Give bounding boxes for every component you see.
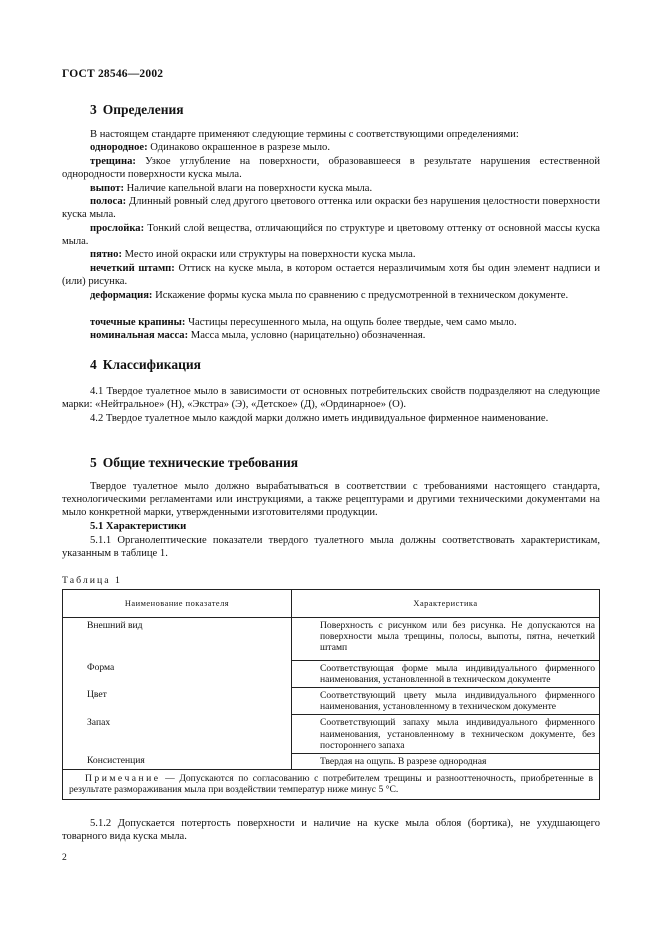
indicator-name: Запах (63, 715, 292, 754)
indicator-value: Соответствующий цвету мыла индивидуального фирменного наименования, установленному в техническом документе (292, 687, 600, 714)
requirements-paragraph: Твердое туалетное мыло должно вырабатываться в соответствии с требованиями настоящего стандарта, технологическими регламентами или инструкциями, а также рецептурами и другими техническими документами на мыло конкретной марки, утвержденными изготовителями продукции. (62, 481, 600, 518)
definition-item (62, 263, 600, 289)
definition-text: Частицы пересушенного мыла, на ощупь более твердые, чем само мыло. (188, 317, 517, 328)
indicator-name: Форма (63, 660, 292, 687)
definition-term: нечеткий штамп: (90, 263, 175, 274)
requirements-paragraph: 5.1.2 Допускается потертость поверхности и наличие на куске мыла облоя (бортика), не ухудшающего товарного вида куска мыла. (62, 818, 600, 842)
definition-item (62, 156, 600, 182)
definition-text: Место иной окраски или структуры на поверхности куска мыла. (124, 249, 416, 260)
section-title: Классификация (102, 357, 201, 372)
section-title: Определения (102, 102, 184, 117)
definition-text: Наличие капельной влаги на поверхности куска мыла. (126, 183, 373, 194)
definition-text: Оттиск на куске мыла, в котором остается неразличимым хотя бы один элемент надписи и (или) рисунка. (62, 263, 600, 287)
characteristics-table (62, 589, 600, 800)
definition-item (62, 196, 600, 222)
indicator-name: Цвет (63, 687, 292, 714)
indicator-value: Соответствующая форме мыла индивидуального фирменного наименования, установленной в техническом документе (292, 660, 600, 687)
definition-text: Искажение формы куска мыла по сравнению с предусмотренной в техническом документе. (155, 290, 569, 301)
classification-paragraph: 4.2 Твердое туалетное мыло каждой марки должно иметь индивидуальное фирменное наименование. (90, 413, 549, 424)
section-number: 5 (90, 455, 97, 470)
table-row (63, 687, 600, 714)
table-note (63, 770, 600, 799)
indicator-name: Внешний вид (63, 618, 292, 661)
definition-text: Масса мыла, условно (нарицательно) обозначенная. (190, 330, 426, 341)
table-row (63, 660, 600, 687)
table-row (63, 753, 600, 769)
definition-text: Тонкий слой вещества, отличающийся по структуре и цветовому оттенку от основной массы куска мыла. (62, 223, 601, 247)
definition-term: деформация: (90, 290, 153, 301)
standard-header: ГОСТ 28546—2002 (62, 68, 164, 80)
table-header-row (63, 590, 600, 618)
classification-paragraph: 4.1 Твердое туалетное мыло в зависимости от основных потребительских свойств подразделяют на следующие марки: «Нейтральное» (Н), «Экстра» (Э), «Детское» (Д), «Ординарное» (О). (62, 386, 600, 410)
definition-item (62, 183, 600, 196)
definition-item (62, 223, 600, 249)
definition-text: Узкое углубление на поверхности, образовавшееся в результате нарушения естественной однородности поверхности куска мыла. (62, 156, 600, 180)
definition-term: однородное: (90, 142, 148, 153)
definition-text: Одинаково окрашенное в разрезе мыло. (150, 142, 330, 153)
definition-text: Длинный ровный след другого цветового оттенка или окраски без нарушения целостности поверхности куска мыла. (62, 196, 600, 220)
table-row (63, 715, 600, 754)
subsection-heading: 5.1 Характеристики (90, 521, 187, 532)
section-number: 3 (90, 102, 97, 117)
indicator-name: Консистенция (63, 753, 292, 769)
indicator-value: Соответствующий запаху мыла индивидуального фирменного наименования, установленному в техническом документе, без постороннего запаха (292, 715, 600, 754)
definition-item (62, 317, 600, 330)
definition-item (62, 330, 600, 343)
definitions-intro: В настоящем стандарте применяют следующие термины с соответствующими определениями: (90, 129, 519, 140)
table-header-cell: Наименование показателя (63, 590, 292, 618)
table-caption: Таблица 1 (62, 575, 122, 586)
definition-term: прослойка: (90, 223, 145, 234)
definition-item (62, 249, 600, 262)
definition-term: пятно: (90, 249, 122, 260)
requirements-paragraph: 5.1.1 Органолептические показатели твердого туалетного мыла должны соответствовать характеристикам, указанным в таблице 1. (62, 535, 600, 559)
section-3-heading (90, 102, 184, 118)
table-note-row (63, 770, 600, 799)
definition-term: точечные крапины: (90, 317, 186, 328)
definition-term: полоса: (90, 196, 127, 207)
indicator-value: Поверхность с рисунком или без рисунка. Не допускаются на поверхности мыла трещины, полосы, выпоты, пятна, нечеткий штамп (292, 618, 600, 661)
section-4-heading (90, 357, 201, 373)
note-label: Примечание (85, 773, 161, 785)
note-text: — Допускаются по согласованию с потребителем трещины и разнооттеночность, приобретенные в результате размораживания мыла при воздействии температур ниже минус 5 °С. (69, 773, 593, 796)
table-header-cell: Характеристика (292, 590, 600, 618)
indicator-value: Твердая на ощупь. В разрезе однородная (292, 753, 600, 769)
table-row (63, 618, 600, 661)
definition-term: выпот: (90, 183, 124, 194)
section-5-heading (90, 455, 298, 471)
definition-term: номинальная масса: (90, 330, 189, 341)
definition-item (62, 290, 600, 303)
definition-term: трещина: (90, 156, 136, 167)
definition-item (62, 142, 600, 155)
page-number: 2 (62, 852, 67, 863)
section-title: Общие технические требования (102, 455, 299, 470)
section-number: 4 (90, 357, 97, 372)
